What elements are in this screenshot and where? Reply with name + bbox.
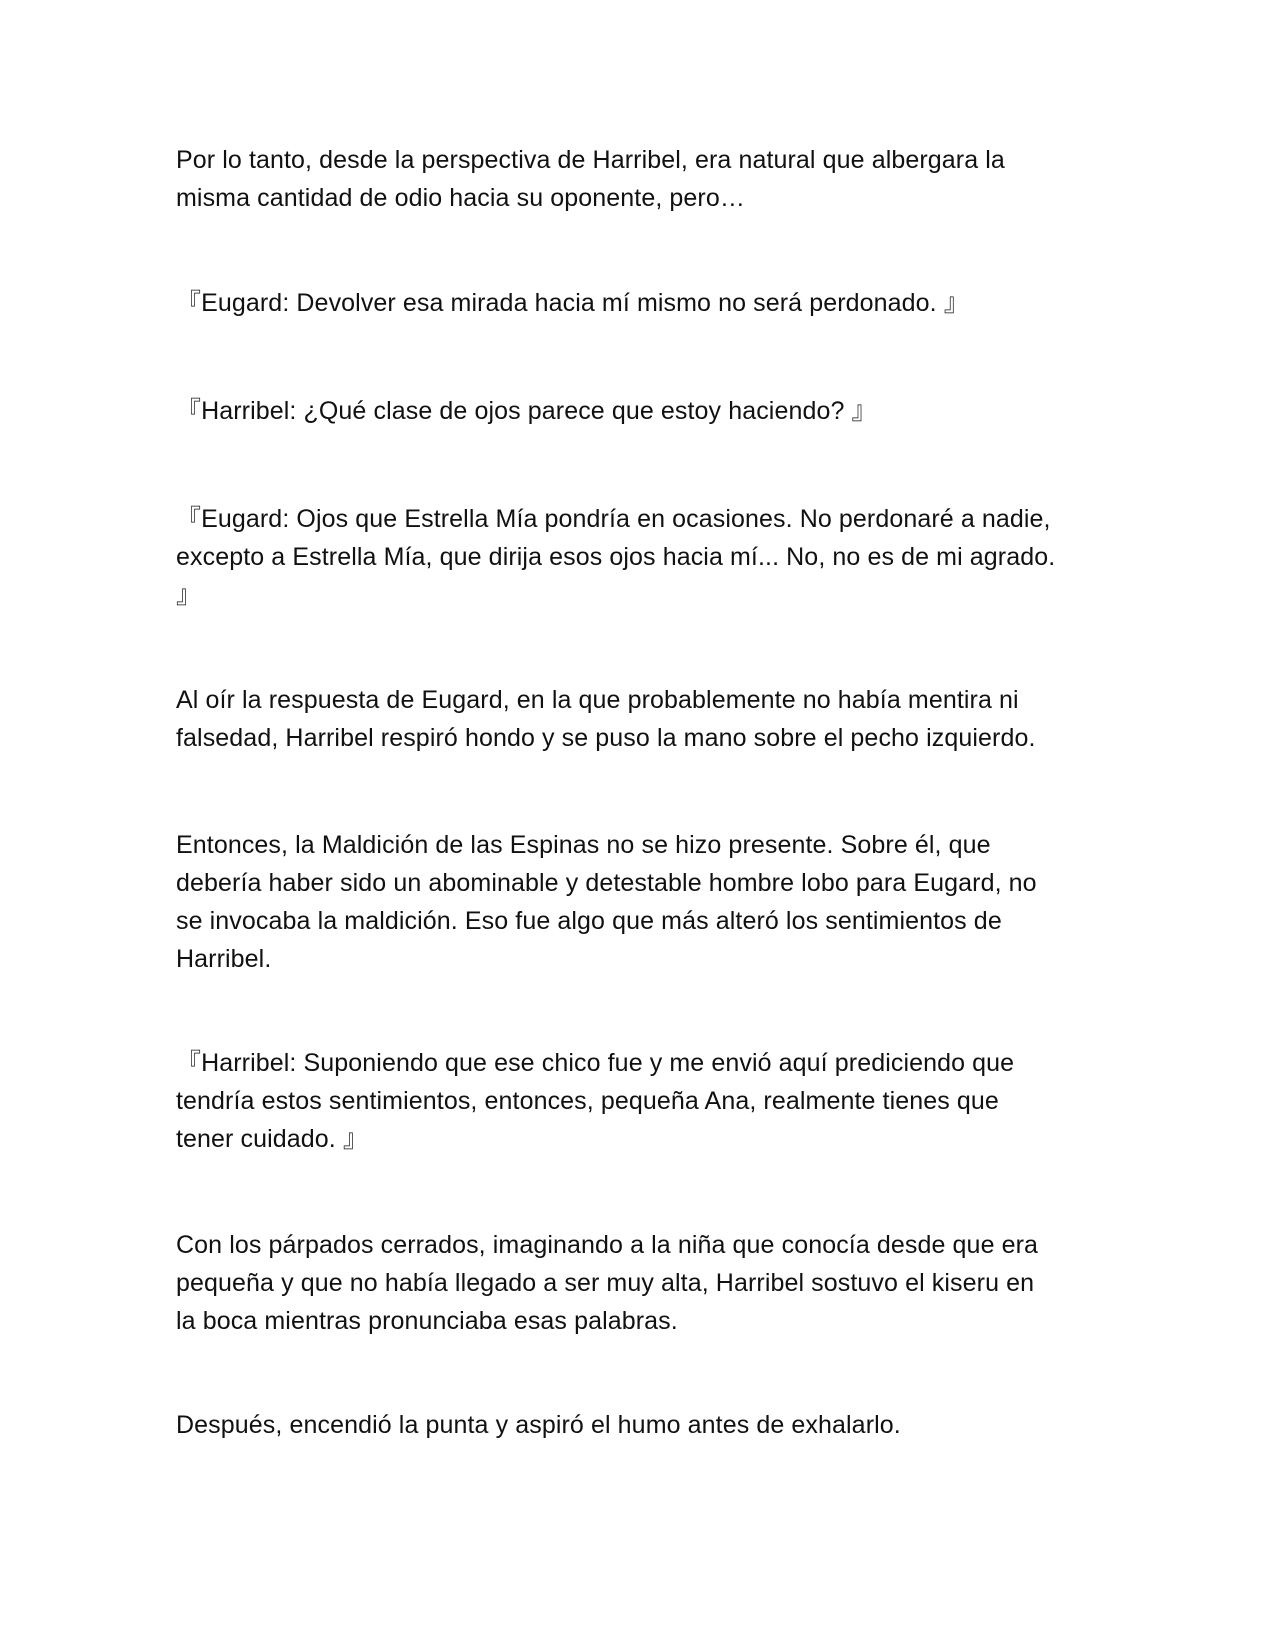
text-line: falsedad, Harribel respiró hondo y se puso la mano sobre el pecho izquierdo. xyxy=(176,724,1036,752)
text-line: Harribel. xyxy=(176,945,272,973)
paragraph-2-dialogue-eugard xyxy=(176,284,1096,322)
paragraph-5 xyxy=(176,681,1096,757)
text-line: Entonces, la Maldición de las Espinas no se hizo presente. Sobre él, que xyxy=(176,831,991,859)
text-line: excepto a Estrella Mía, que dirija esos ojos hacia mí... No, no es de mi agrado. xyxy=(176,543,1056,571)
text-line: debería haber sido un abominable y detestable hombre lobo para Eugard, no xyxy=(176,869,1037,897)
paragraph-9 xyxy=(176,1406,1096,1444)
paragraph-4-dialogue-eugard xyxy=(176,500,1096,614)
text-line: se invocaba la maldición. Eso fue algo que más alteró los sentimientos de xyxy=(176,907,1002,935)
text-line: tener cuidado. 』 xyxy=(176,1125,368,1153)
text-line: 『Eugard: Ojos que Estrella Mía pondría en ocasiones. No perdonaré a nadie, xyxy=(176,505,1051,533)
text-line: pequeña y que no había llegado a ser muy alta, Harribel sostuvo el kiseru en xyxy=(176,1269,1035,1297)
text-line: 『Eugard: Devolver esa mirada hacia mí mismo no será perdonado. 』 xyxy=(176,289,969,317)
text-line: la boca mientras pronunciaba esas palabras. xyxy=(176,1307,678,1335)
paragraph-8 xyxy=(176,1226,1096,1340)
paragraph-1 xyxy=(176,141,1096,217)
text-line: Con los párpados cerrados, imaginando a la niña que conocía desde que era xyxy=(176,1231,1039,1259)
text-line: tendría estos sentimientos, entonces, pequeña Ana, realmente tienes que xyxy=(176,1087,999,1115)
text-line: 』 xyxy=(176,581,202,609)
paragraph-6 xyxy=(176,826,1096,978)
text-line: Al oír la respuesta de Eugard, en la que probablemente no había mentira ni xyxy=(176,686,1019,714)
paragraph-3-dialogue-harribel xyxy=(176,392,1096,430)
paragraph-7-dialogue-harribel xyxy=(176,1044,1096,1158)
text-line: Por lo tanto, desde la perspectiva de Harribel, era natural que albergara la xyxy=(176,146,1005,174)
text-line: Después, encendió la punta y aspiró el humo antes de exhalarlo. xyxy=(176,1411,901,1439)
text-line: misma cantidad de odio hacia su oponente, pero… xyxy=(176,184,745,212)
text-line: 『Harribel: Suponiendo que ese chico fue y me envió aquí prediciendo que xyxy=(176,1049,1015,1077)
text-line: 『Harribel: ¿Qué clase de ojos parece que estoy haciendo? 』 xyxy=(176,397,877,425)
